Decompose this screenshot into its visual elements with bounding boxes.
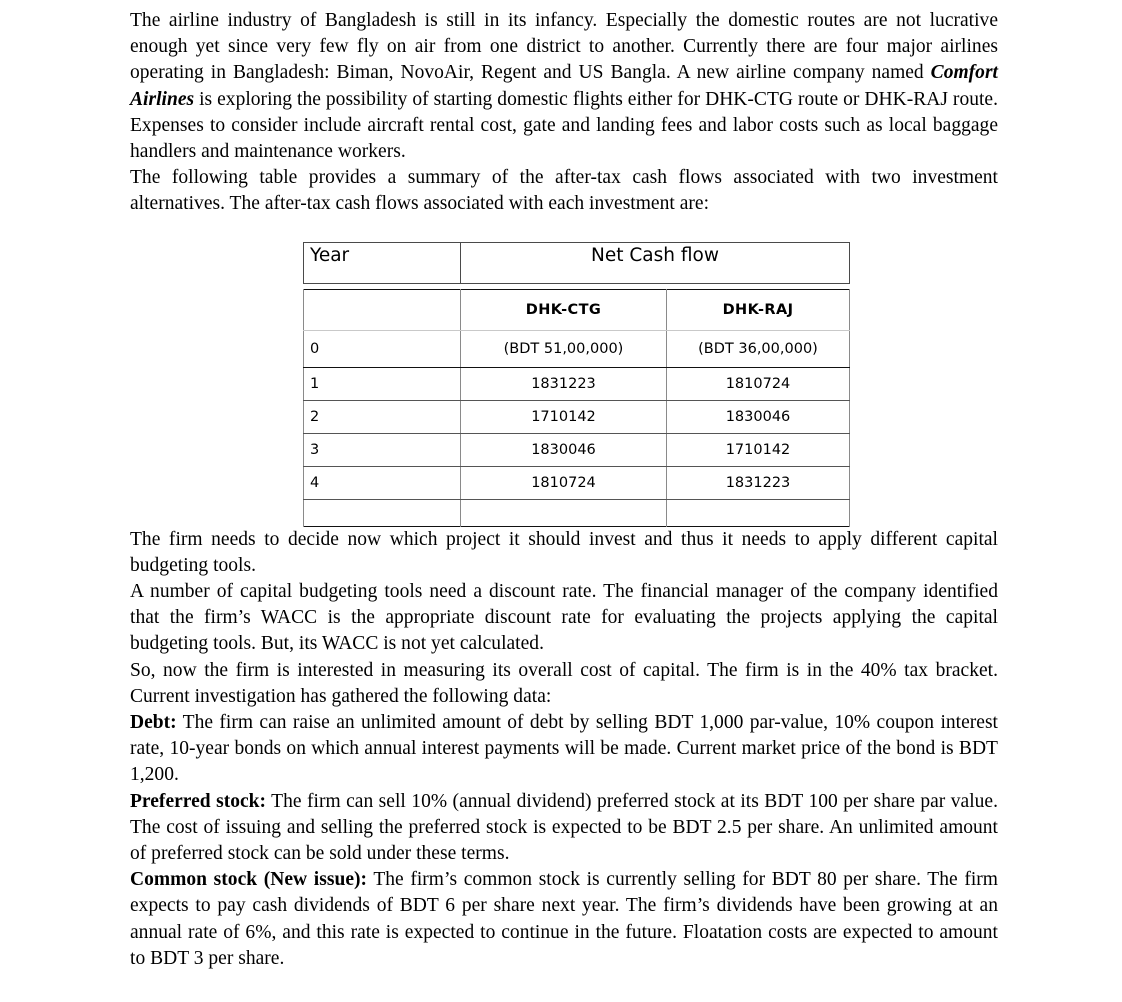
header-cell-net-cash-flow: Net Cash flow bbox=[461, 242, 850, 283]
table-row-subheader bbox=[304, 289, 850, 330]
cell-dhk-ctg: (BDT 51,00,000) bbox=[461, 330, 667, 367]
debt-label: Debt: bbox=[130, 712, 177, 734]
paragraph-intro bbox=[130, 8, 998, 165]
cell-year: 0 bbox=[304, 330, 461, 367]
table-row bbox=[304, 400, 850, 433]
table-row bbox=[304, 466, 850, 499]
cell-dhk-raj: 1830046 bbox=[667, 400, 850, 433]
company-name-emphasis: Comfort Airlines bbox=[130, 62, 998, 110]
cash-flow-table-block bbox=[303, 242, 849, 527]
cell-year bbox=[304, 499, 461, 526]
preferred-stock-label: Preferred stock: bbox=[130, 790, 267, 812]
paragraph-decide: The firm needs to decide now which project it should invest and thus it needs to apply different capital budgeting tools. bbox=[130, 528, 998, 576]
cash-flow-table-header bbox=[303, 242, 850, 284]
paragraph-preferred-stock bbox=[130, 789, 998, 868]
preferred-stock-text: The firm can sell 10% (annual dividend) preferred stock at its BDT 100 per share par value. The cost of issuing and selling the preferred stock is expected to be BDT 2.5 per share. An unlimited amount of preferred stock can be sold under these terms. bbox=[130, 790, 998, 865]
cell-dhk-raj: 1831223 bbox=[667, 466, 850, 499]
subheader-cell-blank bbox=[304, 289, 461, 330]
paragraph-overall-cost: So, now the firm is interested in measuring its overall cost of capital. The firm is in the 40% tax bracket. Current investigation has gathered the following data: bbox=[130, 659, 998, 707]
table-row bbox=[304, 242, 850, 283]
table-row bbox=[304, 433, 850, 466]
cell-year: 2 bbox=[304, 400, 461, 433]
cell-dhk-raj: 1810724 bbox=[667, 367, 850, 400]
paragraph-debt bbox=[130, 710, 998, 789]
debt-text: The firm can raise an unlimited amount of debt by selling BDT 1,000 par-value, 10% coupon interest rate, 10-year bonds on which annual interest payments will be made. Current market price of the bond is BDT 1,200. bbox=[130, 712, 998, 786]
table-row-blank bbox=[304, 499, 850, 526]
cell-dhk-raj: (BDT 36,00,000) bbox=[667, 330, 850, 367]
cash-flow-table-body bbox=[303, 289, 850, 527]
cell-dhk-ctg: 1810724 bbox=[461, 466, 667, 499]
subheader-cell-dhk-ctg: DHK-CTG bbox=[461, 289, 667, 330]
common-stock-label: Common stock (New issue): bbox=[130, 869, 368, 891]
paragraph-common-stock bbox=[130, 867, 998, 972]
common-stock-text: The firm’s common stock is currently selling for BDT 80 per share. The firm expects to pay cash dividends of BDT 6 per share next year. The firm’s dividends have been growing at an annual rate of 6%, and this rate is expected to continue in the future. Floatation costs are expected to amount to BDT 3 per share. bbox=[130, 869, 998, 969]
cell-year: 3 bbox=[304, 433, 461, 466]
paragraph-discount-rate: A number of capital budgeting tools need a discount rate. The financial manager of the company identified that the firm’s WACC is the appropriate discount rate for evaluating the projects applying the capital budgeting tools. But, its WACC is not yet calculated. bbox=[130, 581, 998, 655]
table-row bbox=[304, 330, 850, 367]
cell-dhk-ctg: 1710142 bbox=[461, 400, 667, 433]
cell-dhk-raj: 1710142 bbox=[667, 433, 850, 466]
cell-year: 1 bbox=[304, 367, 461, 400]
cell-dhk-ctg: 1831223 bbox=[461, 367, 667, 400]
cell-dhk-ctg: 1830046 bbox=[461, 433, 667, 466]
intro-text-part2: is exploring the possibility of starting domestic flights either for DHK-CTG route or DHK-RAJ route. Expenses to consider include aircraft rental cost, gate and landing fees and labor costs such as local baggage handlers and maintenance workers. bbox=[130, 88, 998, 163]
intro-text-part1: The airline industry of Bangladesh is still in its infancy. Especially the domestic routes are not lucrative enough yet since very few fly on air from one district to another. Currently there are four major airlines operating in Bangladesh: Biman, NovoAir, Regent and US Bangla. A new airline company named bbox=[130, 10, 998, 84]
cell-year: 4 bbox=[304, 466, 461, 499]
header-cell-year: Year bbox=[304, 242, 461, 283]
cell-dhk-raj bbox=[667, 499, 850, 526]
subheader-cell-dhk-raj: DHK-RAJ bbox=[667, 289, 850, 330]
table-row bbox=[304, 367, 850, 400]
paragraph-table-lead: The following table provides a summary of the after-tax cash flows associated with two investment alternatives. The after-tax cash flows associated with each investment are: bbox=[130, 167, 998, 215]
cell-dhk-ctg bbox=[461, 499, 667, 526]
